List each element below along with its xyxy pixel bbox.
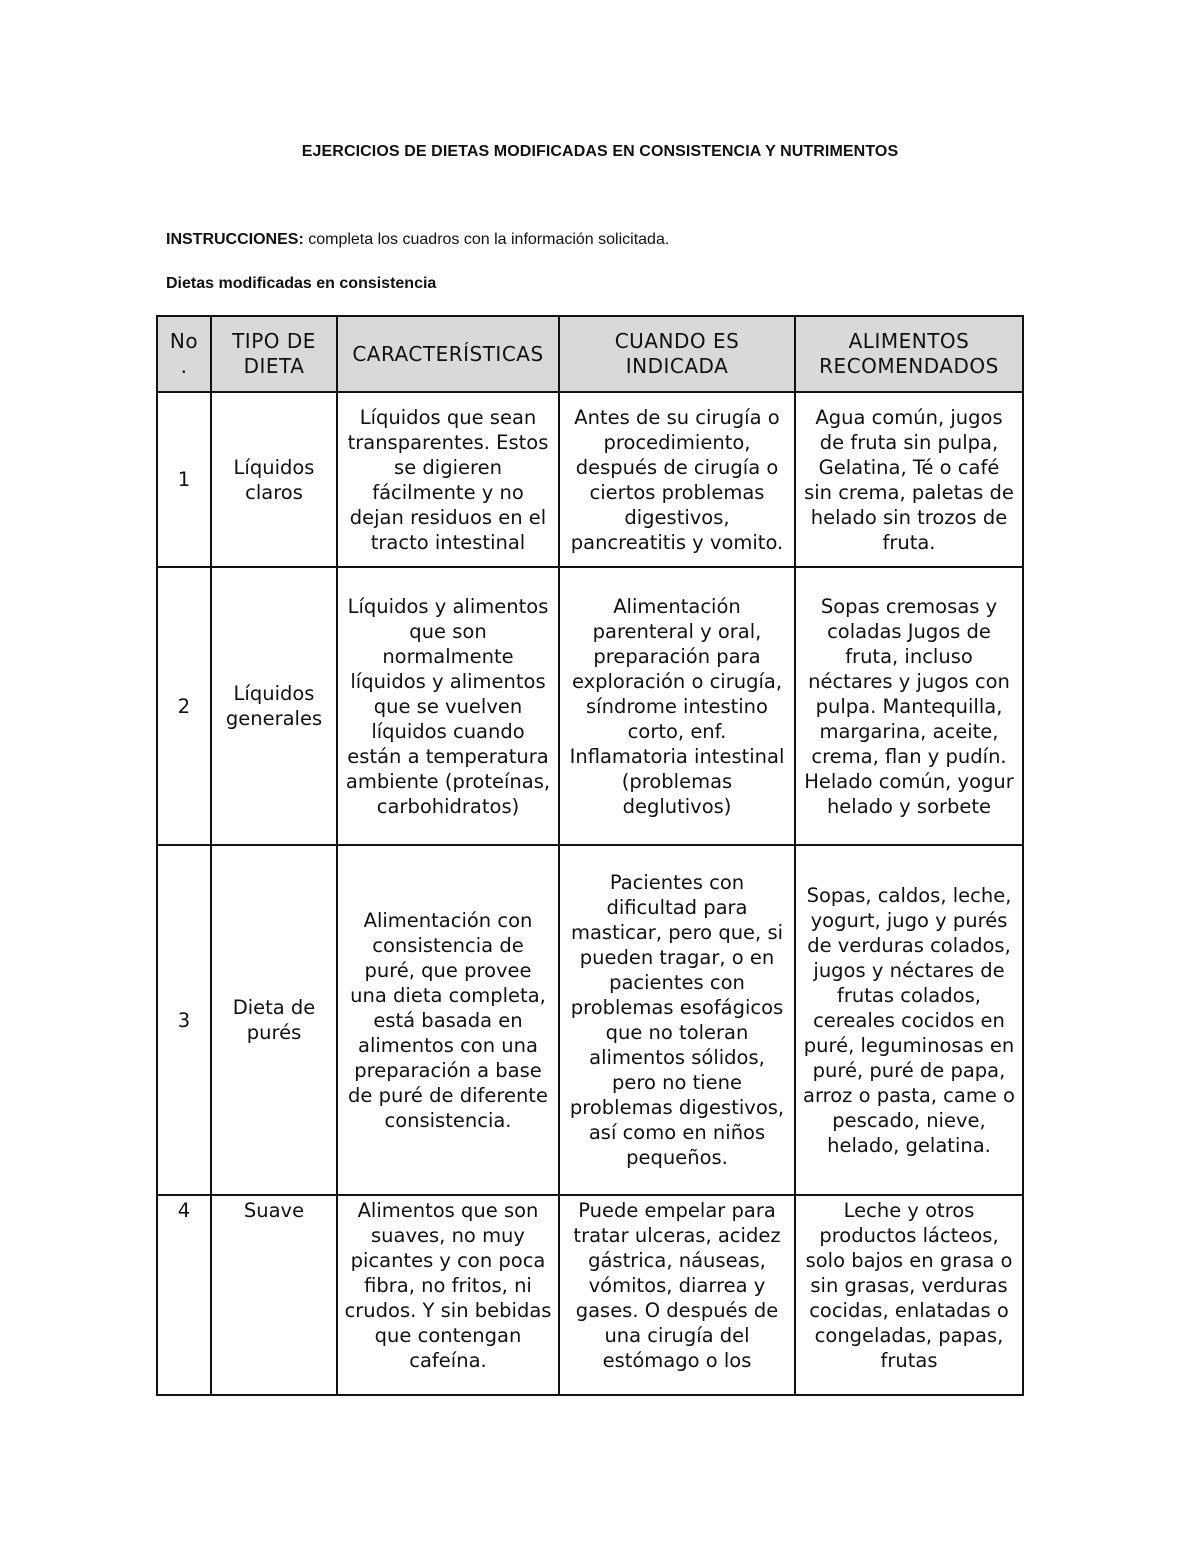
cell-cuando: Antes de su cirugía o procedimiento, después de cirugía o ciertos problemas digestivos, pancreatitis y vomito. [559, 392, 795, 567]
document-title: EJERCICIOS DE DIETAS MODIFICADAS EN CONSISTENCIA Y NUTRIMENTOS [301, 143, 899, 160]
cell-tipo: Líquidos generales [211, 567, 337, 845]
cell-no: 2 [157, 567, 211, 845]
instructions-text: completa los cuadros con la información solicitada. [303, 231, 670, 248]
table-header-row [157, 316, 1023, 392]
instructions-label: INSTRUCCIONES: [166, 231, 304, 248]
section-heading: Dietas modificadas en consistencia [166, 275, 437, 292]
cell-caracteristicas: Líquidos que sean transparentes. Estos se digieren fácilmente y no dejan residuos en el tracto intestinal [337, 392, 559, 567]
cell-cuando: Alimentación parenteral y oral, preparación para exploración o cirugía, síndrome intestino corto, enf. Inflamatoria intestinal (problemas deglutivos) [559, 567, 795, 845]
header-tipo-de-dieta: TIPO DE DIETA [211, 316, 337, 392]
cell-caracteristicas: Líquidos y alimentos que son normalmente líquidos y alimentos que se vuelven líquidos cuando están a temperatura ambiente (proteínas, carbohidratos) [337, 567, 559, 845]
cell-alimentos: Sopas, caldos, leche, yogurt, jugo y purés de verduras colados, jugos y néctares de frutas colados, cereales cocidos en puré, leguminosas en puré, puré de papa, arroz o pasta, came o pescado, nieve, helado, gelatina. [795, 845, 1023, 1195]
header-alimentos-recomendados: ALIMENTOS RECOMENDADOS [795, 316, 1023, 392]
instructions [166, 231, 669, 249]
table-row [157, 1195, 1023, 1395]
cell-caracteristicas: Alimentación con consistencia de puré, que provee una dieta completa, está basada en alimentos con una preparación a base de puré de diferente consistencia. [337, 845, 559, 1195]
cell-alimentos: Leche y otros productos lácteos, solo bajos en grasa o sin grasas, verduras cocidas, enlatadas o congeladas, papas, frutas [795, 1195, 1023, 1395]
cell-no: 3 [157, 845, 211, 1195]
cell-tipo: Líquidos claros [211, 392, 337, 567]
header-caracteristicas: CARACTERÍSTICAS [337, 316, 559, 392]
cell-tipo: Suave [211, 1195, 337, 1395]
cell-alimentos: Agua común, jugos de fruta sin pulpa, Gelatina, Té o café sin crema, paletas de helado sin trozos de fruta. [795, 392, 1023, 567]
table-row [157, 392, 1023, 567]
cell-cuando: Puede empelar para tratar ulceras, acidez gástrica, náuseas, vómitos, diarrea y gases. O después de una cirugía del estómago o los [559, 1195, 795, 1395]
table-row [157, 567, 1023, 845]
cell-no: 4 [157, 1195, 211, 1395]
header-cuando-es-indicada: CUANDO ES INDICADA [559, 316, 795, 392]
table-row [157, 845, 1023, 1195]
cell-cuando: Pacientes con dificultad para masticar, pero que, si pueden tragar, o en pacientes con problemas esofágicos que no toleran alimentos sólidos, pero no tiene problemas digestivos, así como en niños pequeños. [559, 845, 795, 1195]
cell-no: 1 [157, 392, 211, 567]
diet-table [156, 315, 1024, 1396]
cell-alimentos: Sopas cremosas y coladas Jugos de fruta, incluso néctares y jugos con pulpa. Mantequilla, margarina, aceite, crema, flan y pudín. Helado común, yogur helado y sorbete [795, 567, 1023, 845]
header-no: No . [157, 316, 211, 392]
cell-tipo: Dieta de purés [211, 845, 337, 1195]
cell-caracteristicas: Alimentos que son suaves, no muy picantes y con poca fibra, no fritos, ni crudos. Y sin bebidas que contengan cafeína. [337, 1195, 559, 1395]
